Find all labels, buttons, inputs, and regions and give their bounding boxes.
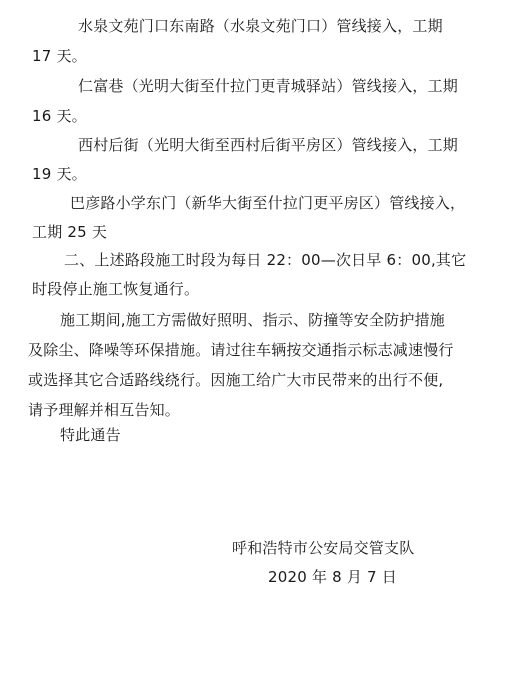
item-xicunhoujie-line-1: 西村后街（光明大街至西村后街平房区）管线接入，工期 <box>78 136 459 154</box>
item-renfuxiang-line-2: 16 天。 <box>32 107 87 125</box>
item-shuiquan-line-2: 17 天。 <box>32 47 87 65</box>
construction-notice-line-4: 请予理解并相互告知。 <box>28 401 181 419</box>
closing-text: 特此通告 <box>60 426 121 444</box>
section-two-line-2: 时段停止施工恢复通行。 <box>32 280 200 298</box>
construction-notice-line-3: 或选择其它合适路线绕行。因施工给广大市民带来的出行不便, <box>28 371 444 389</box>
item-bayanlu-line-2: 工期 25 天 <box>32 223 108 241</box>
signature-date: 2020 年 8 月 7 日 <box>268 568 397 586</box>
section-two-line-1: 二、上述路段施工时段为每日 22：00—次日早 6：00,其它 <box>64 251 467 269</box>
item-bayanlu-line-1: 巴彦路小学东门（新华大街至什拉门更平房区）管线接入， <box>70 194 466 212</box>
construction-notice-line-1: 施工期间,施工方需做好照明、指示、防撞等安全防护措施 <box>60 311 445 329</box>
item-renfuxiang-line-1: 仁富巷（光明大街至什拉门更青城驿站）管线接入，工期 <box>78 77 459 95</box>
item-xicunhoujie-line-2: 19 天。 <box>32 165 87 183</box>
construction-notice-line-2: 及除尘、降噪等环保措施。请过往车辆按交通指示标志减速慢行 <box>28 341 454 359</box>
signature-org: 呼和浩特市公安局交管支队 <box>232 539 415 557</box>
item-shuiquan-line-1: 水泉文苑门口东南路（水泉文苑门口）管线接入，工期 <box>78 17 443 35</box>
